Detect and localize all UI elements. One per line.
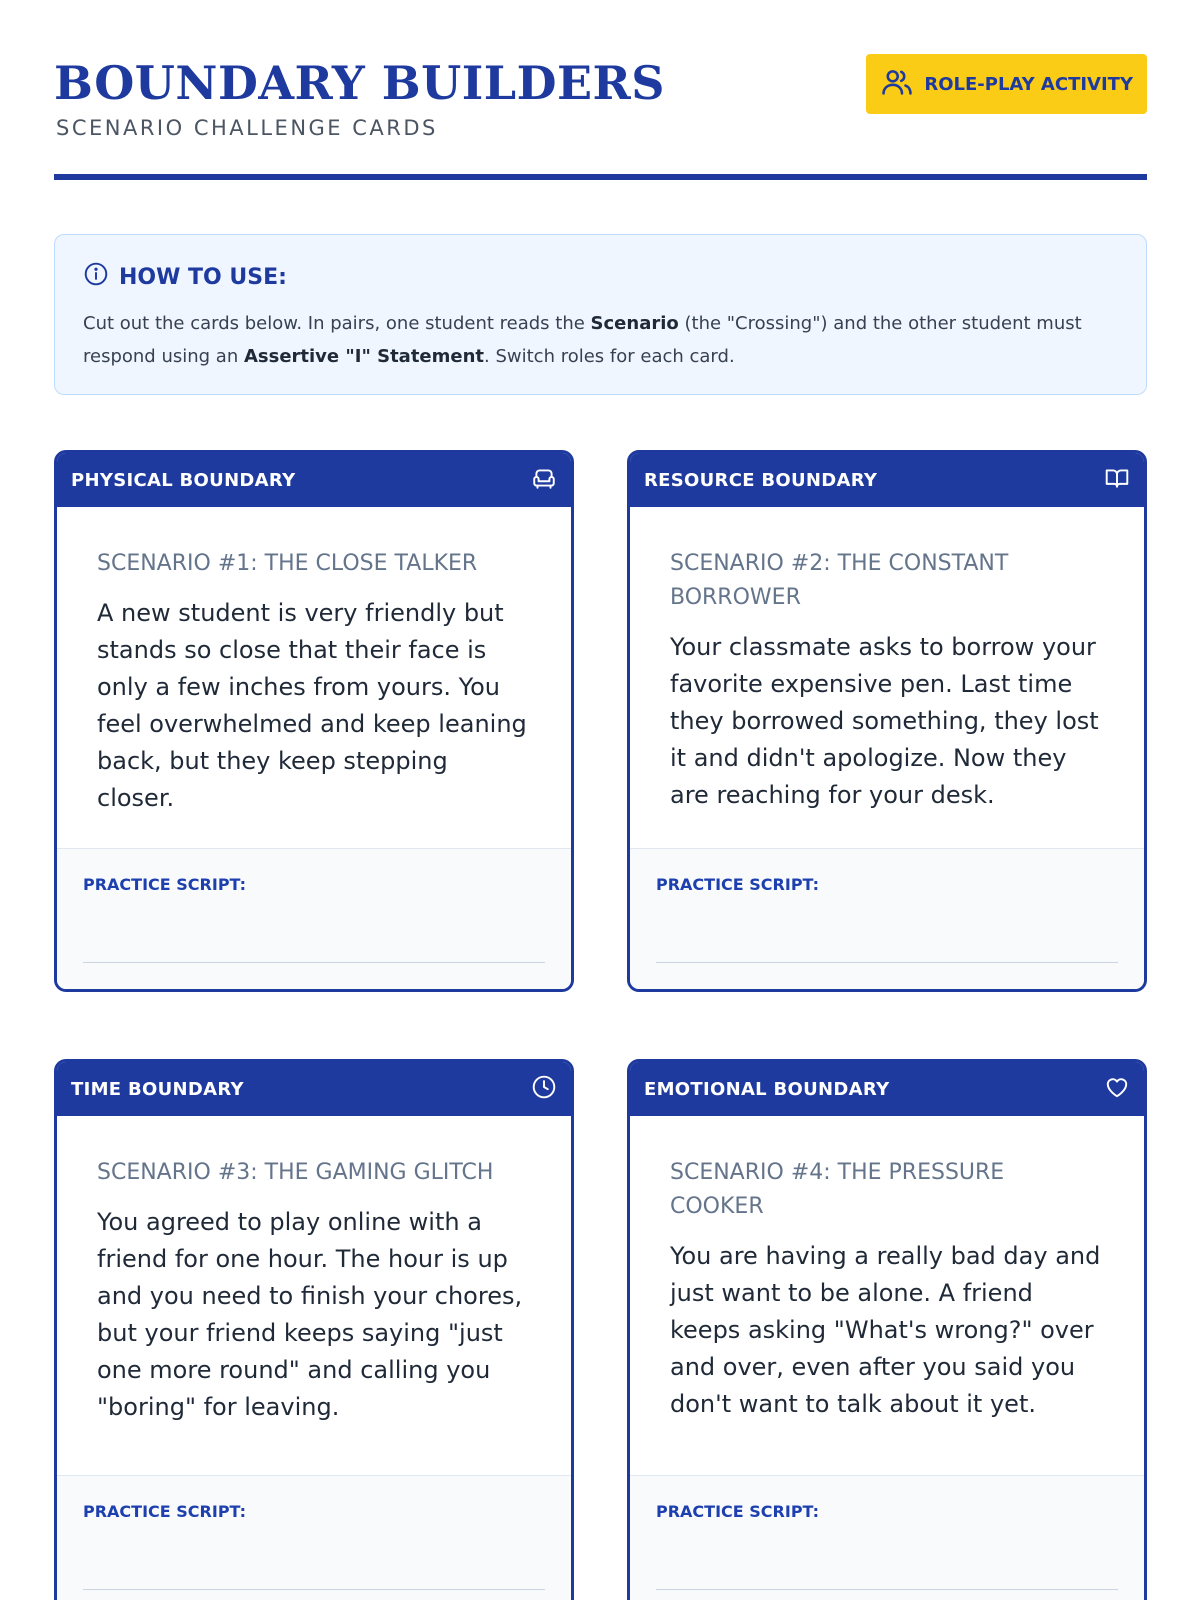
card-category: RESOURCE BOUNDARY <box>644 469 878 491</box>
practice-script-line <box>83 962 545 964</box>
practice-script-label: PRACTICE SCRIPT: <box>83 1502 246 1521</box>
howto-text-part: Cut out the cards below. In pairs, one student reads the <box>83 313 591 334</box>
practice-script-label: PRACTICE SCRIPT: <box>656 1502 819 1521</box>
card-body <box>57 1116 571 1426</box>
card-body <box>57 507 571 817</box>
practice-script-area <box>57 1475 571 1600</box>
scenario-card <box>54 450 574 992</box>
scenario-title: SCENARIO #3: THE GAMING GLITCH <box>97 1160 494 1185</box>
how-to-use-heading-text: HOW TO USE: <box>119 264 287 290</box>
scenario-title: SCENARIO #1: THE CLOSE TALKER <box>97 551 478 576</box>
info-icon <box>83 261 109 293</box>
howto-bold-statement: Assertive "I" Statement <box>243 346 485 367</box>
scenario-text: A new student is very friendly but stands so close that their face is only a few inches from yours. You feel overwhelmed and keep leaning back, but they keep stepping closer. <box>97 599 527 812</box>
card-header <box>630 1062 1144 1116</box>
heart-icon <box>1104 1074 1130 1105</box>
scenario-card <box>54 1059 574 1600</box>
couch-icon <box>531 465 557 496</box>
practice-script-label: PRACTICE SCRIPT: <box>656 875 819 894</box>
practice-script-line <box>656 1589 1118 1591</box>
card-header <box>630 453 1144 507</box>
how-to-use-text <box>83 307 1118 373</box>
header-divider <box>54 174 1147 180</box>
role-play-badge <box>866 54 1147 114</box>
card-body <box>630 507 1144 814</box>
practice-script-area <box>630 848 1144 989</box>
card-category: PHYSICAL BOUNDARY <box>71 469 296 491</box>
scenario-card <box>627 450 1147 992</box>
scenario-text: You are having a really bad day and just want to be alone. A friend keeps asking "What's wrong?" over and over, even after you said you don't want to talk about it yet. <box>670 1242 1101 1418</box>
book-icon <box>1104 465 1130 496</box>
page-subtitle: SCENARIO CHALLENGE CARDS <box>56 116 438 140</box>
page-header <box>54 54 1147 180</box>
scenario-title: SCENARIO #4: THE PRESSURE COOKER <box>670 1160 1005 1219</box>
how-to-use-heading <box>83 261 1118 293</box>
howto-text-part: (the "Crossing") and the other student must respond using an <box>83 313 1082 367</box>
scenario-text: Your classmate asks to borrow your favorite expensive pen. Last time they borrowed something, they lost it and didn't apologize. Now they are reaching for your desk. <box>670 633 1099 809</box>
scenario-text: You agreed to play online with a friend for one hour. The hour is up and you need to finish your chores, but your friend keeps saying "just one more round" and calling you "boring" for leaving. <box>97 1208 523 1421</box>
card-category: TIME BOUNDARY <box>71 1078 244 1100</box>
howto-bold-scenario: Scenario <box>590 313 679 334</box>
practice-script-line <box>656 962 1118 964</box>
page-title: BOUNDARY BUILDERS <box>54 56 665 110</box>
scenario-title: SCENARIO #2: THE CONSTANT BORROWER <box>670 551 1009 610</box>
practice-script-area <box>630 1475 1144 1600</box>
card-category: EMOTIONAL BOUNDARY <box>644 1078 890 1100</box>
badge-label: ROLE-PLAY ACTIVITY <box>924 73 1133 95</box>
scenario-card <box>627 1059 1147 1600</box>
practice-script-label: PRACTICE SCRIPT: <box>83 875 246 894</box>
clock-icon <box>531 1074 557 1105</box>
users-icon <box>880 65 914 104</box>
card-header <box>57 1062 571 1116</box>
card-header <box>57 453 571 507</box>
practice-script-line <box>83 1589 545 1591</box>
card-body <box>630 1116 1144 1423</box>
howto-text-part: . Switch roles for each card. <box>484 346 735 367</box>
practice-script-area <box>57 848 571 989</box>
how-to-use-box <box>54 234 1147 395</box>
